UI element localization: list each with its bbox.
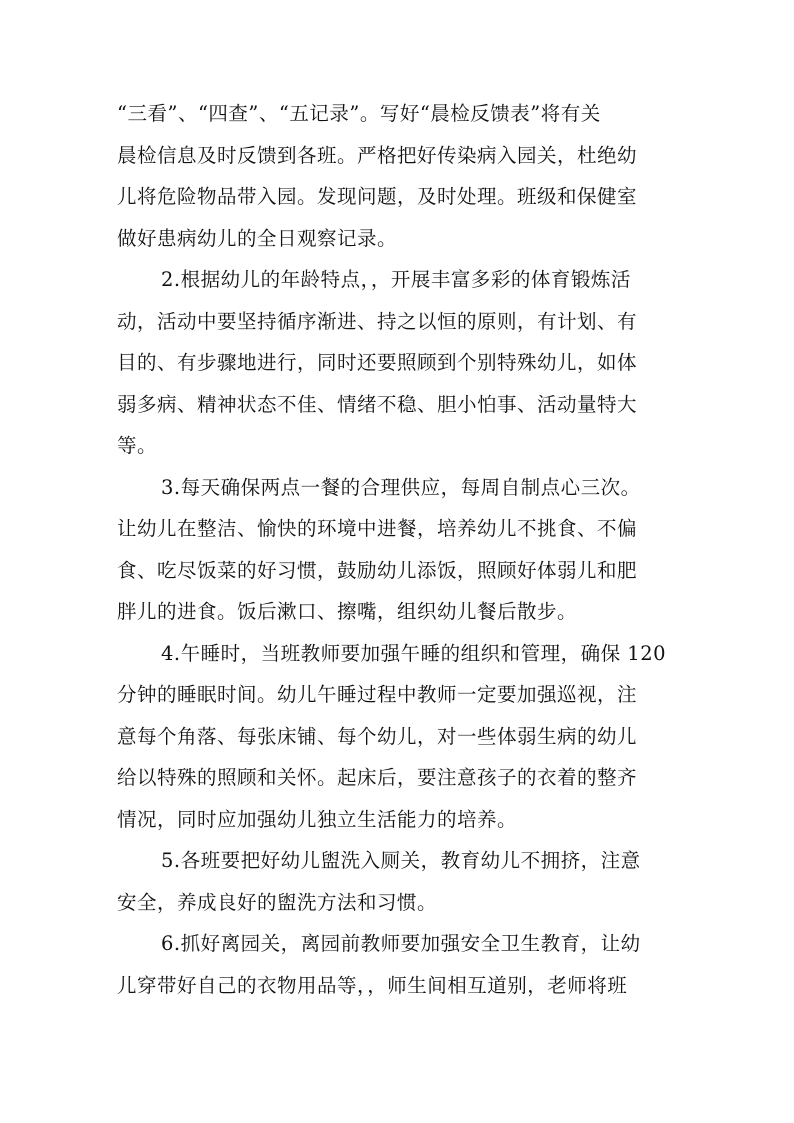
text-line: 情况，同时应加强幼儿独立生活能力的培养。 — [117, 807, 518, 831]
text-line: 3.每天确保两点一餐的合理供应，每周自制点心三次。 — [161, 475, 641, 499]
text-line: 2.根据幼儿的年龄特点，，开展丰富多彩的体育锻炼活 — [161, 268, 631, 291]
text-line: 安全，养成良好的盥洗方法和习惯。 — [117, 890, 438, 914]
text-line: 4.午睡时，当班教师要加强午睡的组织和管理，确保 120 — [161, 641, 667, 665]
text-line: 等。 — [117, 434, 158, 457]
text-line: 意每个角落、每张床铺、每个幼儿，对一些体弱生病的幼儿 — [117, 724, 638, 748]
text-line: 5.各班要把好幼儿盥洗入厕关，教育幼儿不拥挤，注意 — [161, 849, 641, 872]
text-line: 食、吃尽饭菜的好习惯，鼓励幼儿添饭，照顾好体弱儿和肥 — [117, 558, 638, 582]
text-line: 让幼儿在整洁、愉快的环境中进餐，培养幼儿不挑食、不偏 — [117, 517, 638, 540]
text-line: 给以特殊的照顾和关怀。起床后，要注意孩子的衣着的整齐 — [117, 766, 638, 789]
paragraph-item-2 — [117, 259, 694, 467]
text-line: 弱多病、精神状态不佳、情绪不稳、胆小怕事、活动量特大 — [117, 392, 638, 416]
text-line: 6.抓好离园关，离园前教师要加强安全卫生教育，让幼 — [161, 932, 641, 955]
paragraph-item-3 — [117, 467, 694, 633]
text-line: 动，活动中要坚持循序渐进、持之以恒的原则，有计划、有 — [117, 309, 638, 333]
text-line: 儿将危险物品带入园。发现问题，及时处理。班级和保健室 — [117, 185, 638, 208]
text-line: 晨检信息及时反馈到各班。严格把好传染病入园关，杜绝幼 — [117, 143, 638, 167]
text-line: 做好患病幼儿的全日观察记录。 — [117, 226, 398, 250]
paragraph-item-5 — [117, 840, 694, 923]
paragraph-item-6 — [117, 923, 694, 1006]
text-line: 儿穿带好自己的衣物用品等，，师生间相互道别，老师将班 — [117, 973, 628, 997]
text-line: “三看”、“四查”、“五记录”。写好“晨检反馈表”将有关 — [117, 102, 601, 125]
paragraph-item-4 — [117, 633, 694, 841]
text-line: 目的、有步骤地进行，同时还要照顾到个别特殊幼儿，如体 — [117, 351, 638, 374]
text-line: 分钟的睡眠时间。幼儿午睡过程中教师一定要加强巡视，注 — [117, 683, 638, 706]
text-line: 胖儿的进食。饭后漱口、擦嘴，组织幼儿餐后散步。 — [117, 600, 578, 623]
paragraph-morning-check — [117, 93, 694, 259]
